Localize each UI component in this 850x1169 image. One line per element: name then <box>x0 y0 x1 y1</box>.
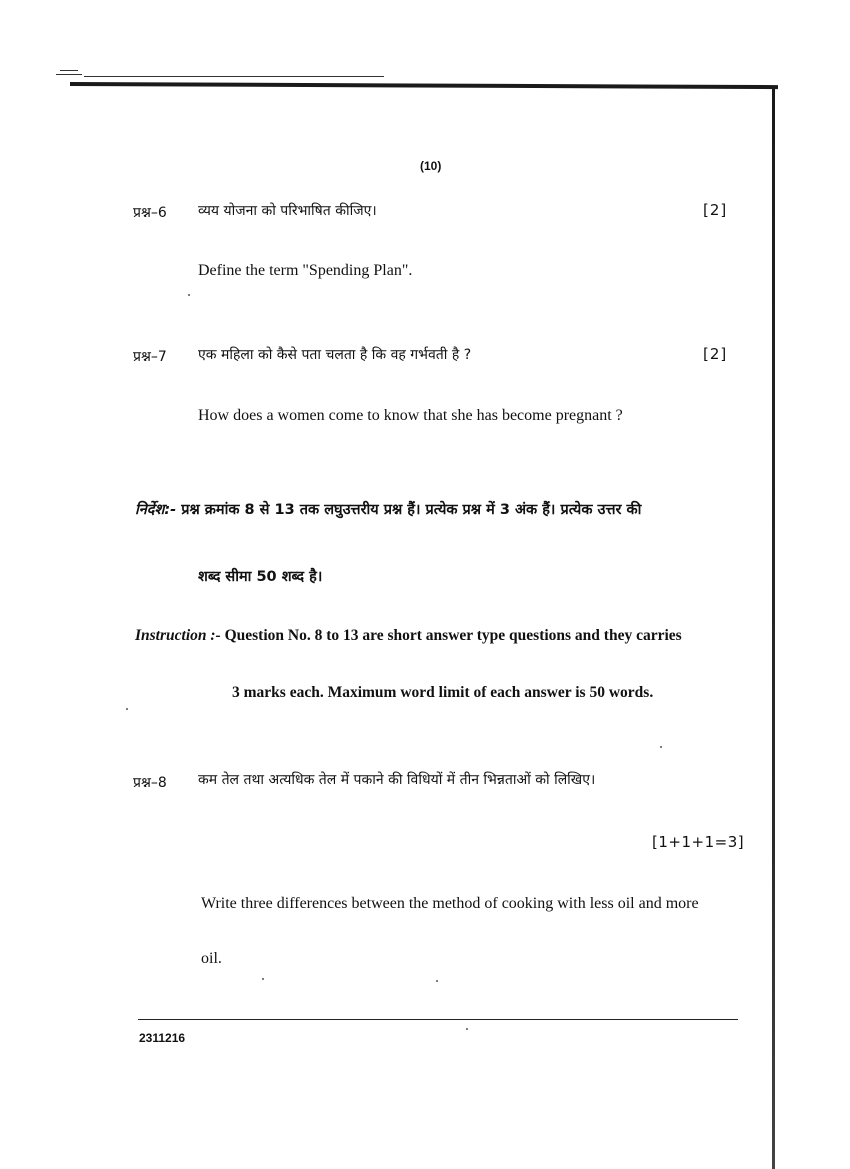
question-6-hindi: व्यय योजना को परिभाषित कीजिए। <box>198 203 377 219</box>
scan-speck <box>262 978 264 980</box>
question-6-marks: [2] <box>703 201 728 219</box>
document-code: 2311216 <box>139 1031 186 1045</box>
instruction-hindi-line-2: शब्द सीमा 50 शब्द है। <box>198 569 323 585</box>
question-8-english-line-2: oil. <box>201 950 222 967</box>
scan-line <box>56 74 82 75</box>
question-6-english: Define the term "Spending Plan". <box>198 262 413 279</box>
instruction-hindi-lead: निर्देश:- <box>135 502 177 518</box>
instruction-english-lead: Instruction :- <box>135 627 221 644</box>
top-border-line <box>70 82 778 89</box>
question-7-marks: [2] <box>703 345 728 363</box>
question-8-marks: [1+1+1=3] <box>652 833 745 851</box>
scan-speck <box>660 746 662 748</box>
scan-speck <box>188 294 190 296</box>
scan-speck <box>466 1028 468 1030</box>
instruction-english-line-1 <box>135 627 682 645</box>
scan-line <box>84 76 384 77</box>
footer-rule <box>138 1019 738 1020</box>
question-8-label: प्रश्न–8 <box>133 775 167 791</box>
instruction-hindi-line-1 <box>135 499 641 519</box>
scan-speck <box>436 980 438 982</box>
question-8-hindi: कम तेल तथा अत्यधिक तेल में पकाने की विधियों में तीन भिन्नताओं को लिखिए। <box>198 772 596 788</box>
question-7-hindi: एक महिला को कैसे पता चलता है कि वह गर्भवती है ? <box>198 347 472 363</box>
instruction-english-text-1: Question No. 8 to 13 are short answer type questions and they carries <box>224 627 682 644</box>
page-number: (10) <box>420 159 442 173</box>
instruction-hindi-text-1: प्रश्न क्रमांक 8 से 13 तक लघुउत्तरीय प्रश्न हैं। प्रत्येक प्रश्न में 3 अंक हैं। प्रत्येक उत्तर की <box>181 502 642 518</box>
scan-speck <box>126 708 128 710</box>
instruction-english-line-2: 3 marks each. Maximum word limit of each answer is 50 words. <box>232 684 654 701</box>
question-6-label: प्रश्न–6 <box>133 205 167 221</box>
question-7-english: How does a women come to know that she has become pregnant ? <box>198 407 623 424</box>
right-border-line <box>772 86 775 1169</box>
question-7-label: प्रश्न–7 <box>133 349 167 365</box>
scan-line <box>60 70 78 71</box>
question-8-english-line-1: Write three differences between the method of cooking with less oil and more <box>201 895 699 912</box>
